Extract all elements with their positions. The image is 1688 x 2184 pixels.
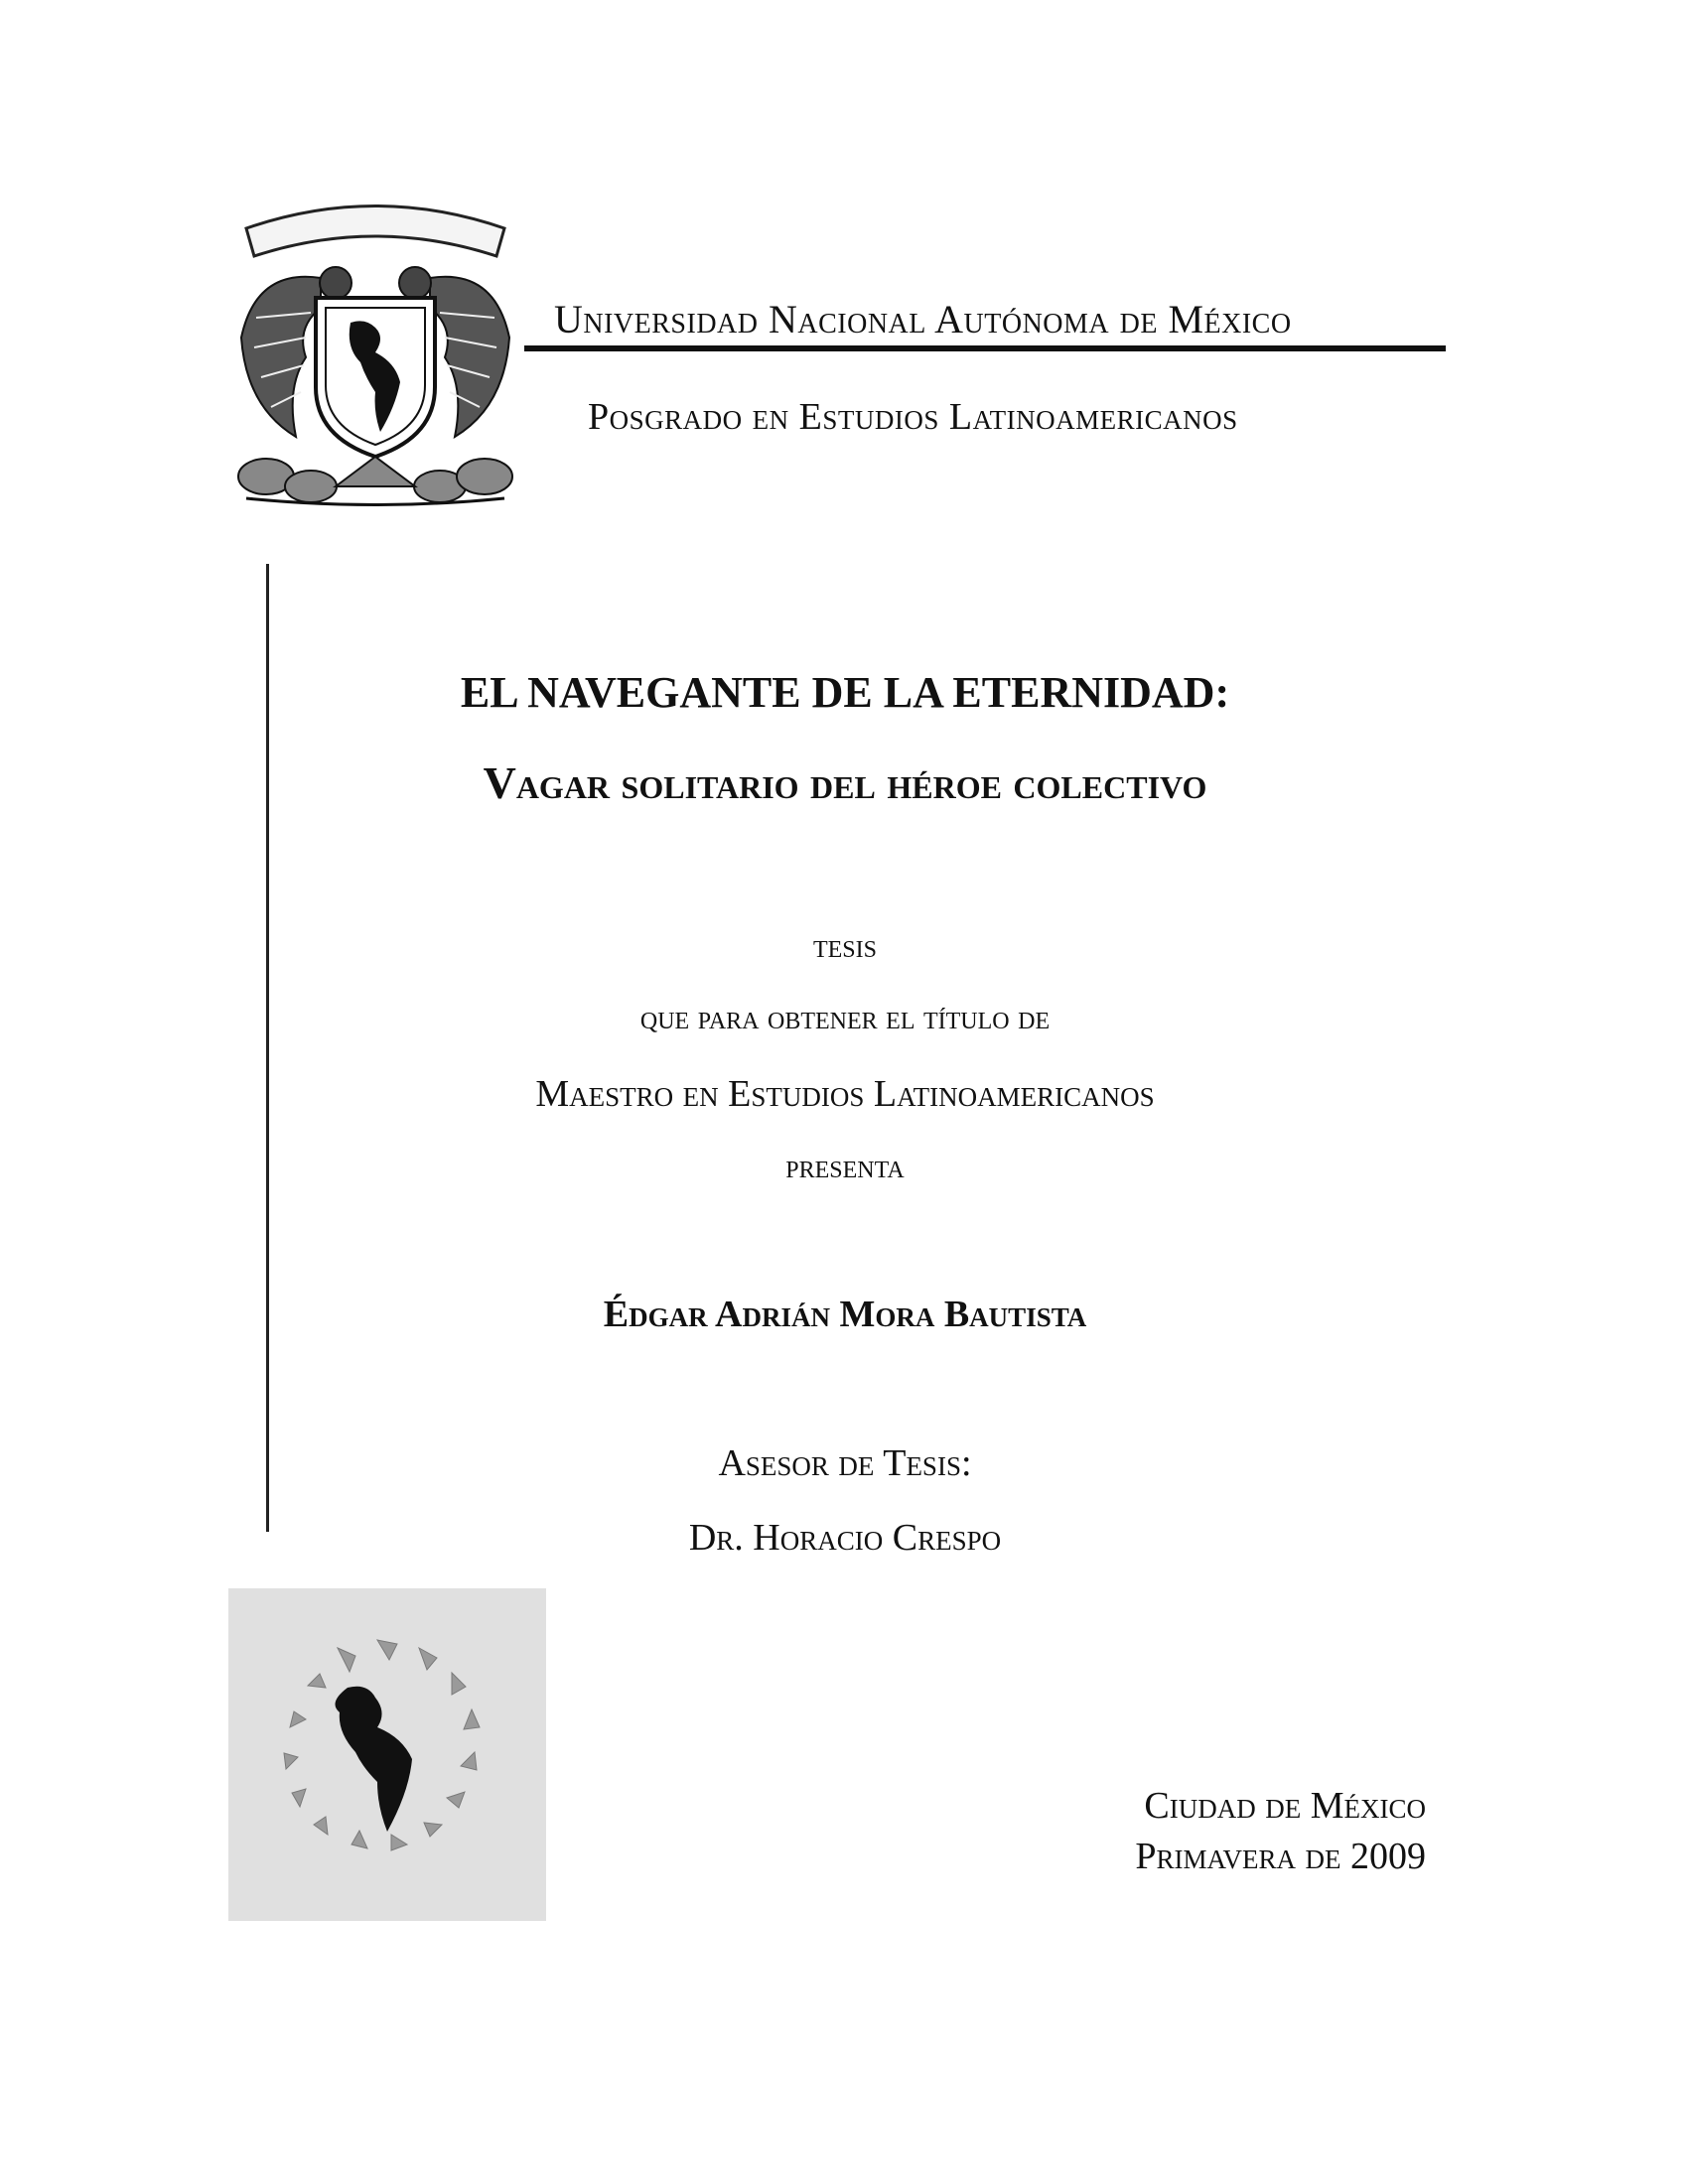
date: Primavera de 2009	[1135, 1836, 1426, 1877]
place: Ciudad de México	[1144, 1785, 1426, 1827]
document-type: tesis	[812, 928, 877, 965]
program-name: Posgrado en Estudios Latinoamericanos	[588, 396, 1238, 438]
cela-logo-icon	[228, 1588, 546, 1921]
advisor-label: Asesor de Tesis:	[718, 1442, 972, 1484]
author-name: Édgar Adrián Mora Bautista	[603, 1294, 1087, 1335]
advisor-name: Dr. Horacio Crespo	[688, 1517, 1002, 1559]
university-name: Universidad Nacional Autónoma de México	[554, 297, 1292, 341]
presents-label: presenta	[785, 1149, 905, 1185]
thesis-title-line-2: Vagar solitario del héroe colectivo	[483, 757, 1207, 808]
degree-name: Maestro en Estudios Latinoamericanos	[535, 1073, 1155, 1115]
thesis-title-line-1: EL NAVEGANTE DE LA ETERNIDAD:	[460, 668, 1230, 717]
degree-purpose: que para obtener el título de	[639, 1000, 1051, 1036]
header-divider	[524, 345, 1446, 351]
unam-seal-icon	[226, 189, 524, 511]
